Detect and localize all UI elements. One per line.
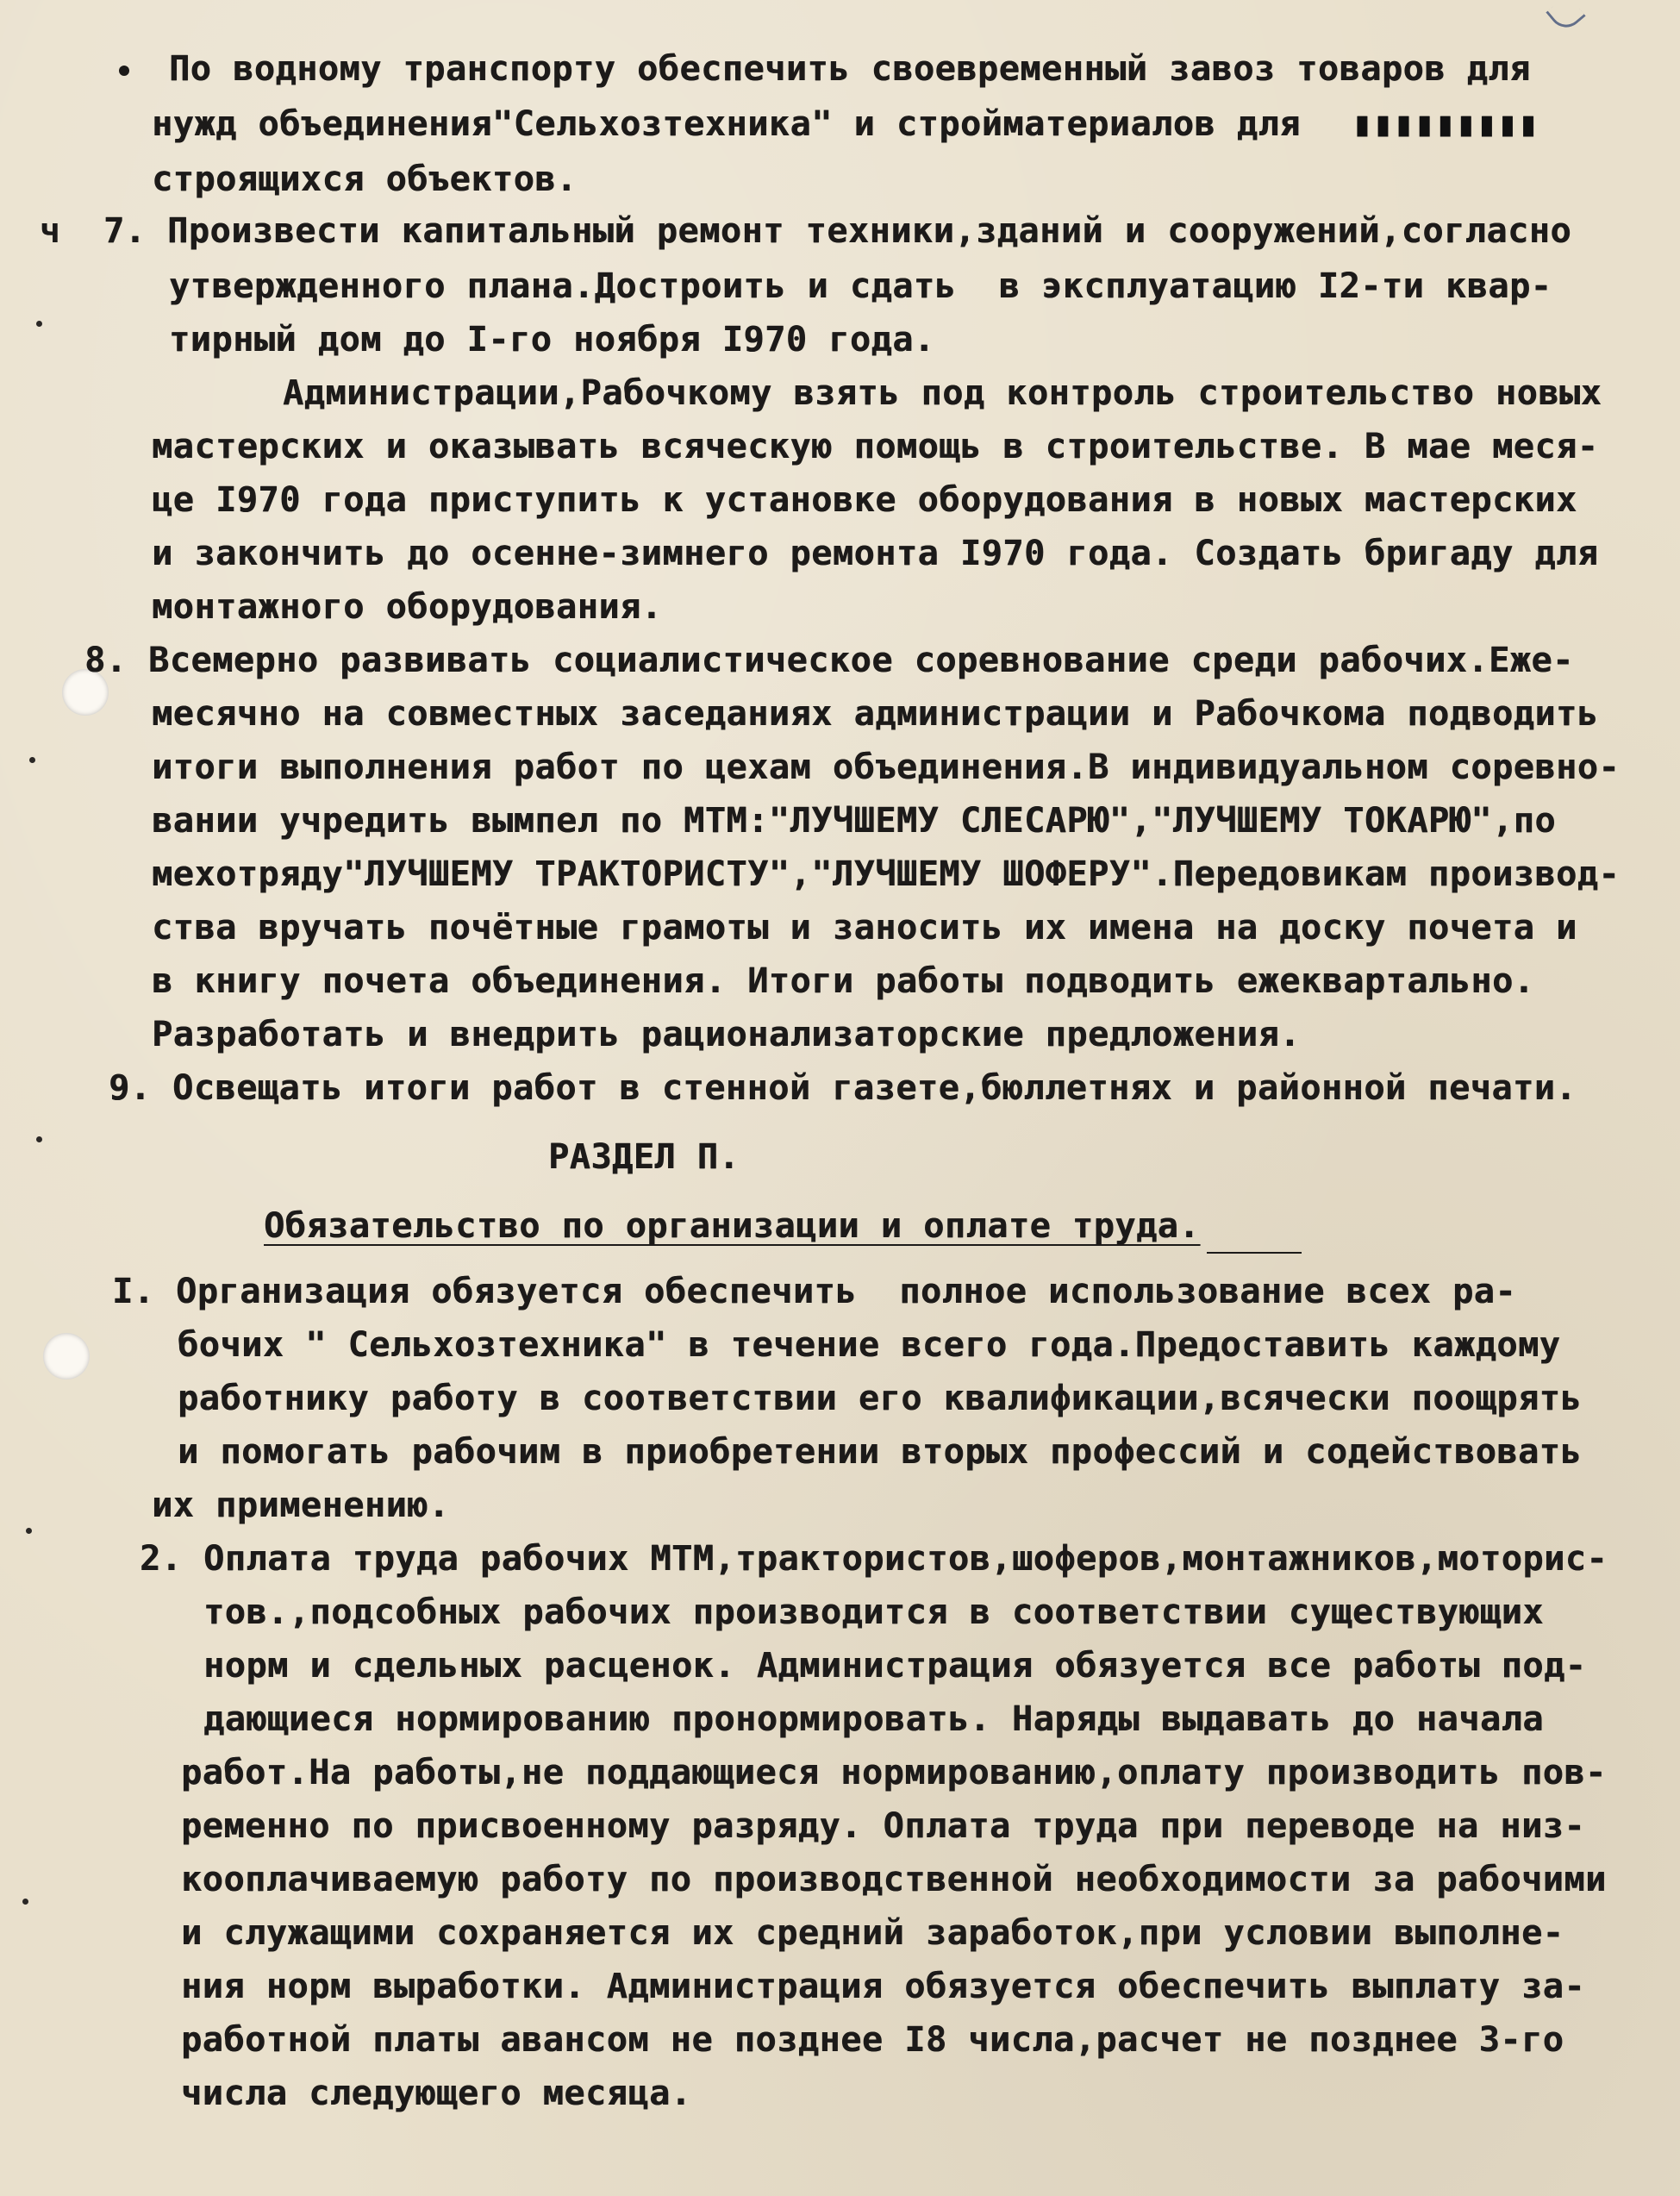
strikeout-block: ▮▮▮▮▮▮▮▮▮	[1352, 104, 1539, 144]
text-line: ства вручать почётные грамоты и заносить их имена на доску почета и	[152, 908, 1577, 948]
text-line: нужд объединения"Сельхозтехника" и стройматериалов для	[152, 104, 1301, 144]
section-heading: РАЗДЕЛ П.	[548, 1137, 740, 1177]
text-line: работной платы авансом не позднее I8 числа,расчет не позднее 3-го	[181, 2020, 1564, 2060]
text-line: работ.На работы,не поддающиеся нормированию,оплату производить пов-	[181, 1753, 1607, 1792]
speck-icon	[22, 1899, 28, 1905]
text-line: строящихся объектов.	[152, 160, 578, 199]
text-line: 8. Всемерно развивать социалистическое соревнование среди рабочих.Еже-	[84, 641, 1574, 680]
text-line: монтажного оборудования.	[152, 587, 663, 627]
text-line: утвержденного плана.Достроить и сдать в эксплуатацию I2-ти квар-	[169, 266, 1552, 306]
text-line: ременно по присвоенному разряду. Оплата труда при переводе на низ-	[181, 1806, 1586, 1846]
text-line: мастерских и оказывать всяческую помощь в строительстве. В мае меся-	[152, 427, 1599, 466]
text-line: вании учредить вымпел по МТМ:"ЛУЧШЕМУ СЛЕСАРЮ","ЛУЧШЕМУ ТОКАРЮ",по	[152, 801, 1557, 841]
speck-icon	[36, 321, 42, 327]
text-line: кооплачиваемую работу по производственной необходимости за рабочими	[181, 1860, 1607, 1899]
text-line: Разработать и внедрить рационализаторские предложения.	[152, 1015, 1301, 1054]
text-line: их применению.	[152, 1486, 450, 1525]
text-line: месячно на совместных заседаниях администрации и Рабочкома подводить	[152, 694, 1599, 734]
pencil-mark-icon	[1546, 0, 1585, 34]
speck-icon	[26, 1528, 32, 1534]
text-line: 9. Освещать итоги работ в стенной газете,бюллетнях и районной печати.	[109, 1068, 1577, 1108]
section-subheading: Обязательство по организации и оплате труда.	[264, 1206, 1201, 1246]
text-line: ния норм выработки. Администрация обязуется обеспечить выплату за-	[181, 1967, 1586, 2006]
text-line: По водному транспорту обеспечить своевременный завоз товаров для	[169, 49, 1531, 89]
speck-icon	[29, 757, 35, 763]
text-line: це I970 года приступить к установке оборудования в новых мастерских	[152, 480, 1577, 520]
text-line: 2. Оплата труда рабочих МТМ,трактористов,шоферов,монтажников,моторис-	[140, 1539, 1608, 1579]
text-line: итоги выполнения работ по цехам объединения.В индивидуальном соревно-	[152, 748, 1621, 787]
punch-hole-icon	[43, 1333, 90, 1380]
text-line: Администрации,Рабочкому взять под контроль строительство новых	[283, 373, 1602, 413]
text-line: в книгу почета объединения. Итоги работы подводить ежеквартально.	[152, 961, 1535, 1001]
bullet-icon	[119, 66, 129, 76]
text-line: и помогать рабочим в приобретении вторых профессий и содействовать	[178, 1432, 1583, 1472]
checkmark-icon: ч	[40, 211, 61, 251]
underline-rule	[1207, 1252, 1302, 1254]
text-line: и закончить до осенне-зимнего ремонта I970 года. Создать бригаду для	[152, 534, 1599, 573]
text-line: и служащими сохраняется их средний заработок,при условии выполне-	[181, 1913, 1564, 1953]
text-line: числа следующего месяца.	[181, 2074, 692, 2113]
text-line: норм и сдельных расценок. Администрация обязуется все работы под-	[203, 1646, 1587, 1686]
text-line: бочих " Сельхозтехника" в течение всего года.Предоставить каждому	[178, 1325, 1561, 1365]
text-line: мехотряду"ЛУЧШЕМУ ТРАКТОРИСТУ","ЛУЧШЕМУ ШОФЕРУ".Передовикам производ-	[152, 854, 1621, 894]
text-line: тирный дом до I-го ноября I970 года.	[169, 320, 935, 360]
text-line: I. Организация обязуется обеспечить полное использование всех ра-	[112, 1272, 1517, 1311]
speck-icon	[36, 1136, 42, 1142]
text-line: тов.,подсобных рабочих производится в соответствии существующих	[203, 1592, 1544, 1632]
text-line: дающиеся нормированию пронормировать. Наряды выдавать до начала	[203, 1699, 1544, 1739]
text-line: 7. Произвести капитальный ремонт техники,зданий и сооружений,согласно	[103, 211, 1572, 251]
text-line: работнику работу в соответствии его квалификации,всячески поощрять	[178, 1379, 1583, 1418]
